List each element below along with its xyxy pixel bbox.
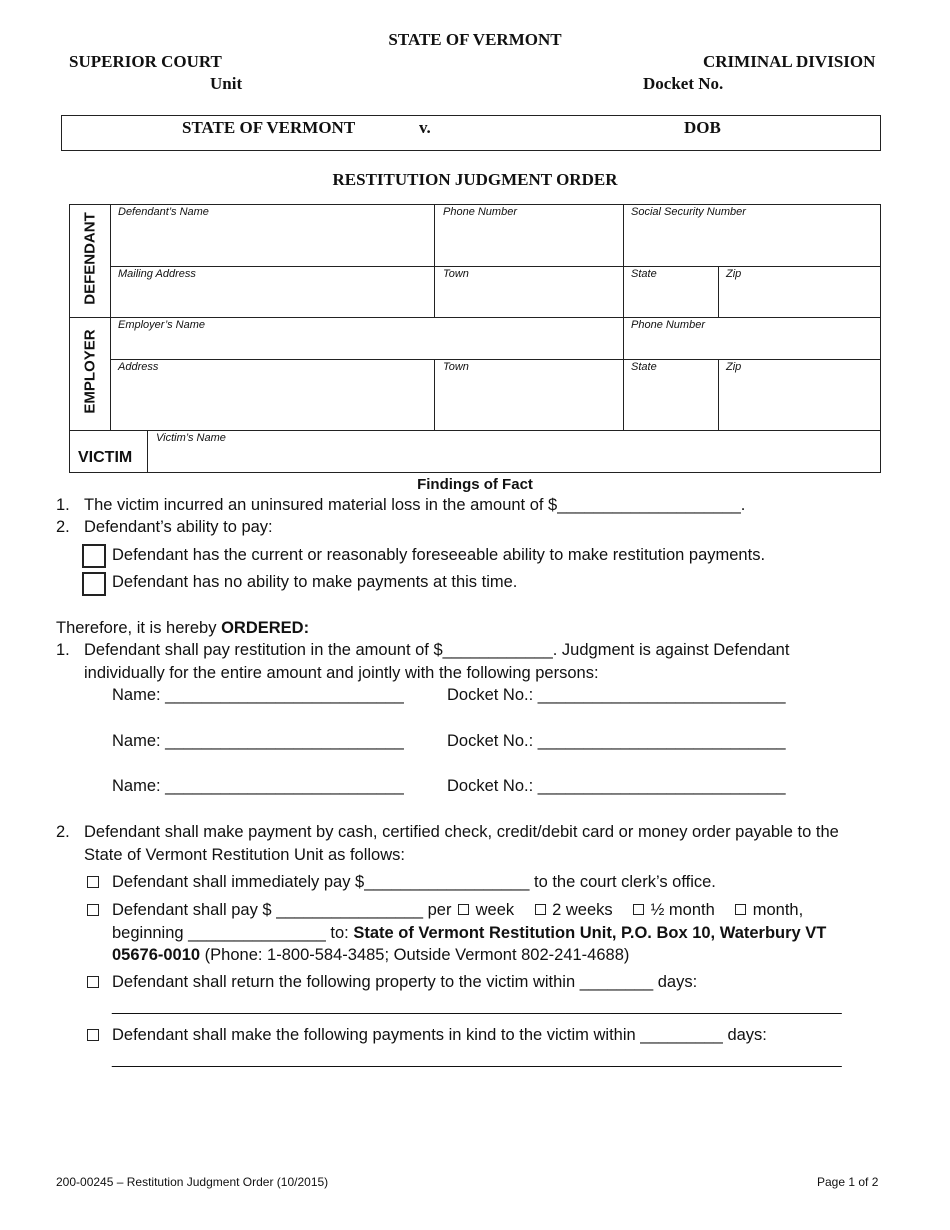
joint-name-field-2[interactable]: Name: __________________________ bbox=[112, 732, 404, 750]
return-property-line[interactable]: __________________________________________________________________________________ bbox=[112, 998, 842, 1015]
form-number: 200-00245 – Restitution Judgment Order (10/2015) bbox=[56, 1175, 329, 1189]
employer-state-field[interactable]: State bbox=[631, 361, 657, 373]
order-item-2-line-2: State of Vermont Restitution Unit as follows: bbox=[84, 846, 405, 864]
order-item-1-line-2: individually for the entire amount and jointly with the following persons: bbox=[84, 664, 599, 682]
page-number: Page 1 of 2 bbox=[817, 1175, 879, 1189]
employer-zip-field[interactable]: Zip bbox=[726, 361, 742, 373]
employer-section-label: EMPLOYER bbox=[81, 329, 99, 414]
payment-in-kind-checkbox[interactable] bbox=[87, 1029, 99, 1041]
victim-name-field[interactable]: Victim’s Name bbox=[156, 432, 226, 444]
victim-section-label: VICTIM bbox=[78, 449, 133, 466]
order-number-1: 1. bbox=[56, 641, 70, 659]
employer-town-field[interactable]: Town bbox=[443, 361, 469, 373]
defendant-zip-field[interactable]: Zip bbox=[726, 268, 742, 280]
defendant-section-label: DEFENDANT bbox=[81, 212, 99, 305]
immediate-pay-option: Defendant shall immediately pay $__________________ to the court clerk’s office. bbox=[112, 873, 716, 891]
findings-item-1: The victim incurred an uninsured material loss in the amount of $____________________. bbox=[84, 496, 746, 514]
court-name: SUPERIOR COURT bbox=[69, 52, 222, 71]
immediate-pay-checkbox[interactable] bbox=[87, 876, 99, 888]
joint-docket-field-1[interactable]: Docket No.: ___________________________ bbox=[447, 686, 786, 704]
order-item-2-line-1: Defendant shall make payment by cash, certified check, credit/debit card or money order payable to the bbox=[84, 823, 839, 841]
caption-dob: DOB bbox=[684, 118, 721, 137]
division-name: CRIMINAL DIVISION bbox=[703, 52, 876, 71]
ssn-field[interactable]: Social Security Number bbox=[631, 206, 746, 218]
caption-versus: v. bbox=[419, 118, 431, 137]
installment-pay-option: Defendant shall pay $ ________________ per week 2 weeks ½ month month, bbox=[112, 901, 804, 919]
defendant-phone-field[interactable]: Phone Number bbox=[443, 206, 517, 218]
findings-number-1: 1. bbox=[56, 496, 70, 514]
defendant-state-field[interactable]: State bbox=[631, 268, 657, 280]
order-intro: Therefore, it is hereby ORDERED: bbox=[56, 619, 310, 637]
installment-pay-phone: 05676-0010 (Phone: 1-800-584-3485; Outside Vermont 802-241-4688) bbox=[112, 946, 630, 964]
ability-to-pay-option: Defendant has the current or reasonably foreseeable ability to make restitution payments. bbox=[112, 546, 766, 564]
no-ability-option: Defendant has no ability to make payments at this time. bbox=[112, 573, 518, 591]
findings-item-2: Defendant’s ability to pay: bbox=[84, 518, 273, 536]
half-month-checkbox[interactable] bbox=[633, 904, 644, 915]
no-ability-checkbox[interactable] bbox=[82, 572, 106, 596]
order-item-1-line-1: Defendant shall pay restitution in the amount of $____________. Judgment is against Defendant bbox=[84, 641, 790, 659]
findings-heading: Findings of Fact bbox=[417, 476, 533, 493]
employer-address-field[interactable]: Address bbox=[118, 361, 159, 373]
employer-phone-field[interactable]: Phone Number bbox=[631, 319, 705, 331]
order-number-2: 2. bbox=[56, 823, 70, 841]
month-checkbox[interactable] bbox=[735, 904, 746, 915]
joint-name-field-3[interactable]: Name: __________________________ bbox=[112, 777, 404, 795]
installment-pay-address: beginning _______________ to: State of Vermont Restitution Unit, P.O. Box 10, Waterbury VT bbox=[112, 924, 827, 942]
findings-number-2: 2. bbox=[56, 518, 70, 536]
return-property-checkbox[interactable] bbox=[87, 976, 99, 988]
payment-in-kind-line[interactable]: __________________________________________________________________________________ bbox=[112, 1051, 842, 1068]
mailing-address-field[interactable]: Mailing Address bbox=[118, 268, 196, 280]
page-title: RESTITUTION JUDGMENT ORDER bbox=[332, 170, 618, 189]
joint-name-field-1[interactable]: Name: __________________________ bbox=[112, 686, 404, 704]
docket-label: Docket No. bbox=[643, 74, 724, 93]
return-property-option: Defendant shall return the following property to the victim within ________ days: bbox=[112, 973, 698, 991]
week-checkbox[interactable] bbox=[458, 904, 469, 915]
payment-in-kind-option: Defendant shall make the following payments in kind to the victim within _________ days: bbox=[112, 1026, 767, 1044]
caption-state: STATE OF VERMONT bbox=[182, 118, 356, 137]
joint-docket-field-2[interactable]: Docket No.: ___________________________ bbox=[447, 732, 786, 750]
ability-to-pay-checkbox[interactable] bbox=[82, 544, 106, 568]
state-heading: STATE OF VERMONT bbox=[388, 30, 562, 49]
unit-label: Unit bbox=[210, 74, 243, 93]
two-weeks-checkbox[interactable] bbox=[535, 904, 546, 915]
defendant-town-field[interactable]: Town bbox=[443, 268, 469, 280]
installment-pay-checkbox[interactable] bbox=[87, 904, 99, 916]
joint-docket-field-3[interactable]: Docket No.: ___________________________ bbox=[447, 777, 786, 795]
employer-name-field[interactable]: Employer’s Name bbox=[118, 319, 206, 331]
defendant-name-field[interactable]: Defendant’s Name bbox=[118, 206, 209, 218]
